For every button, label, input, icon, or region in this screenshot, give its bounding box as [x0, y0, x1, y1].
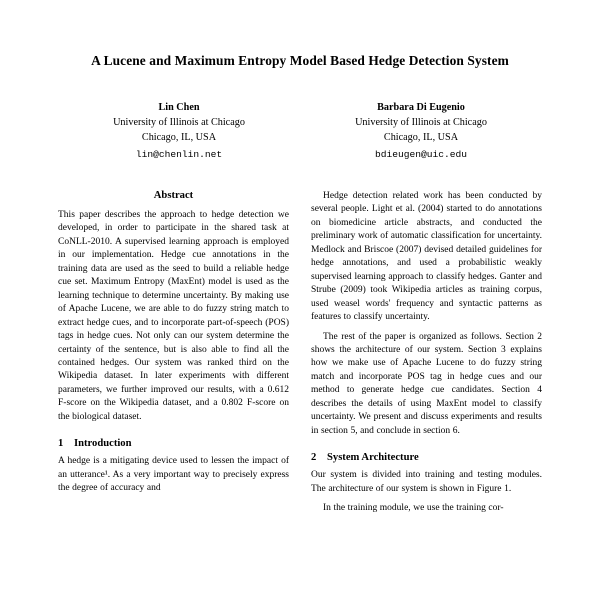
two-column-body	[58, 190, 542, 522]
author-name: Lin Chen	[158, 102, 200, 114]
section-title: System Architecture	[327, 452, 419, 464]
training-module-paragraph: In the training module, we use the training cor-	[323, 503, 504, 514]
related-work-paragraph: Hedge detection related work has been conducted by several people. Light et al. (2004) started to do annotations on biomedicine article abstracts, and conducted the preliminary work of automatic classification for uncertainty. Medlock and Briscoe (2007) devised detailed guidelines for hedge annotations, and used a probabilistic weakly supervised learning approach to classify hedges. Ganter and Strube (2009) took Wikipedia articles as training corpus, used weasel words' frequency and syntactic patterns as features to classify uncertainty.	[311, 190, 542, 323]
author-affiliation-line2: Chicago, IL, USA	[141, 131, 217, 143]
author-list	[58, 101, 542, 161]
section-heading-introduction	[58, 438, 289, 449]
author-affiliation-line2: Chicago, IL, USA	[383, 131, 459, 143]
section-heading-system-architecture	[311, 452, 542, 463]
author-entry	[300, 101, 542, 161]
author-affiliation-line1: University of Illinois at Chicago	[113, 117, 245, 129]
section-number: 1	[58, 438, 64, 450]
abstract-text: This paper describes the approach to hedge detection we developed, in order to participate in the shared task at CoNLL-2010. A supervised learning approach is employed in our implementation. Hedge cue annotations in the training data are used as the seed to build a reliable hedge cue set. Maximum Entropy (MaxEnt) model is used as the learning technique to determine uncertainty. By making use of Apache Lucene, we are able to do fuzzy string match to extract hedge cues, and to incorporate part-of-speech (POS) tags in hedge cues. Not only can our system determine the certainty of the sentence, but is also able to find all the contained hedges. Our system was ranked third on the Wikipedia dataset. In later experiments with different parameters, we further improved our results, with a 0.612 F-score on the Wikipedia dataset, and a 0.802 F-score on the biological dataset.	[58, 209, 289, 422]
introduction-paragraph: A hedge is a mitigating device used to lessen the impact of an utterance¹. As a very important way to precisely express the degree of accuracy and	[58, 456, 289, 494]
right-column	[311, 190, 542, 522]
section-number: 2	[311, 452, 317, 464]
author-email: lin@chenlin.net	[135, 148, 223, 160]
author-entry	[58, 101, 300, 161]
system-architecture-paragraph: Our system is divided into training and testing modules. The architecture of our system is shown in Figure 1.	[311, 470, 542, 494]
section-title: Introduction	[74, 438, 132, 450]
author-affiliation-line1: University of Illinois at Chicago	[355, 117, 487, 129]
author-email: bdieugen@uic.edu	[374, 148, 468, 160]
page-title: A Lucene and Maximum Entropy Model Based Hedge Detection System	[91, 53, 509, 68]
author-name: Barbara Di Eugenio	[377, 102, 465, 114]
left-column	[58, 190, 289, 522]
paper-organization-paragraph: The rest of the paper is organized as follows. Section 2 shows the architecture of our system. Section 3 explains how we make use of Apache Lucene to do fuzzy string match and incorporate POS tag in hedge cues and our method to generate hedge cue candidates. Section 4 describes the details of using MaxEnt model to classify uncertainty. We present and discuss experiments and results in section 5, and conclude in section 6.	[311, 331, 542, 436]
abstract-heading: Abstract	[153, 189, 194, 201]
